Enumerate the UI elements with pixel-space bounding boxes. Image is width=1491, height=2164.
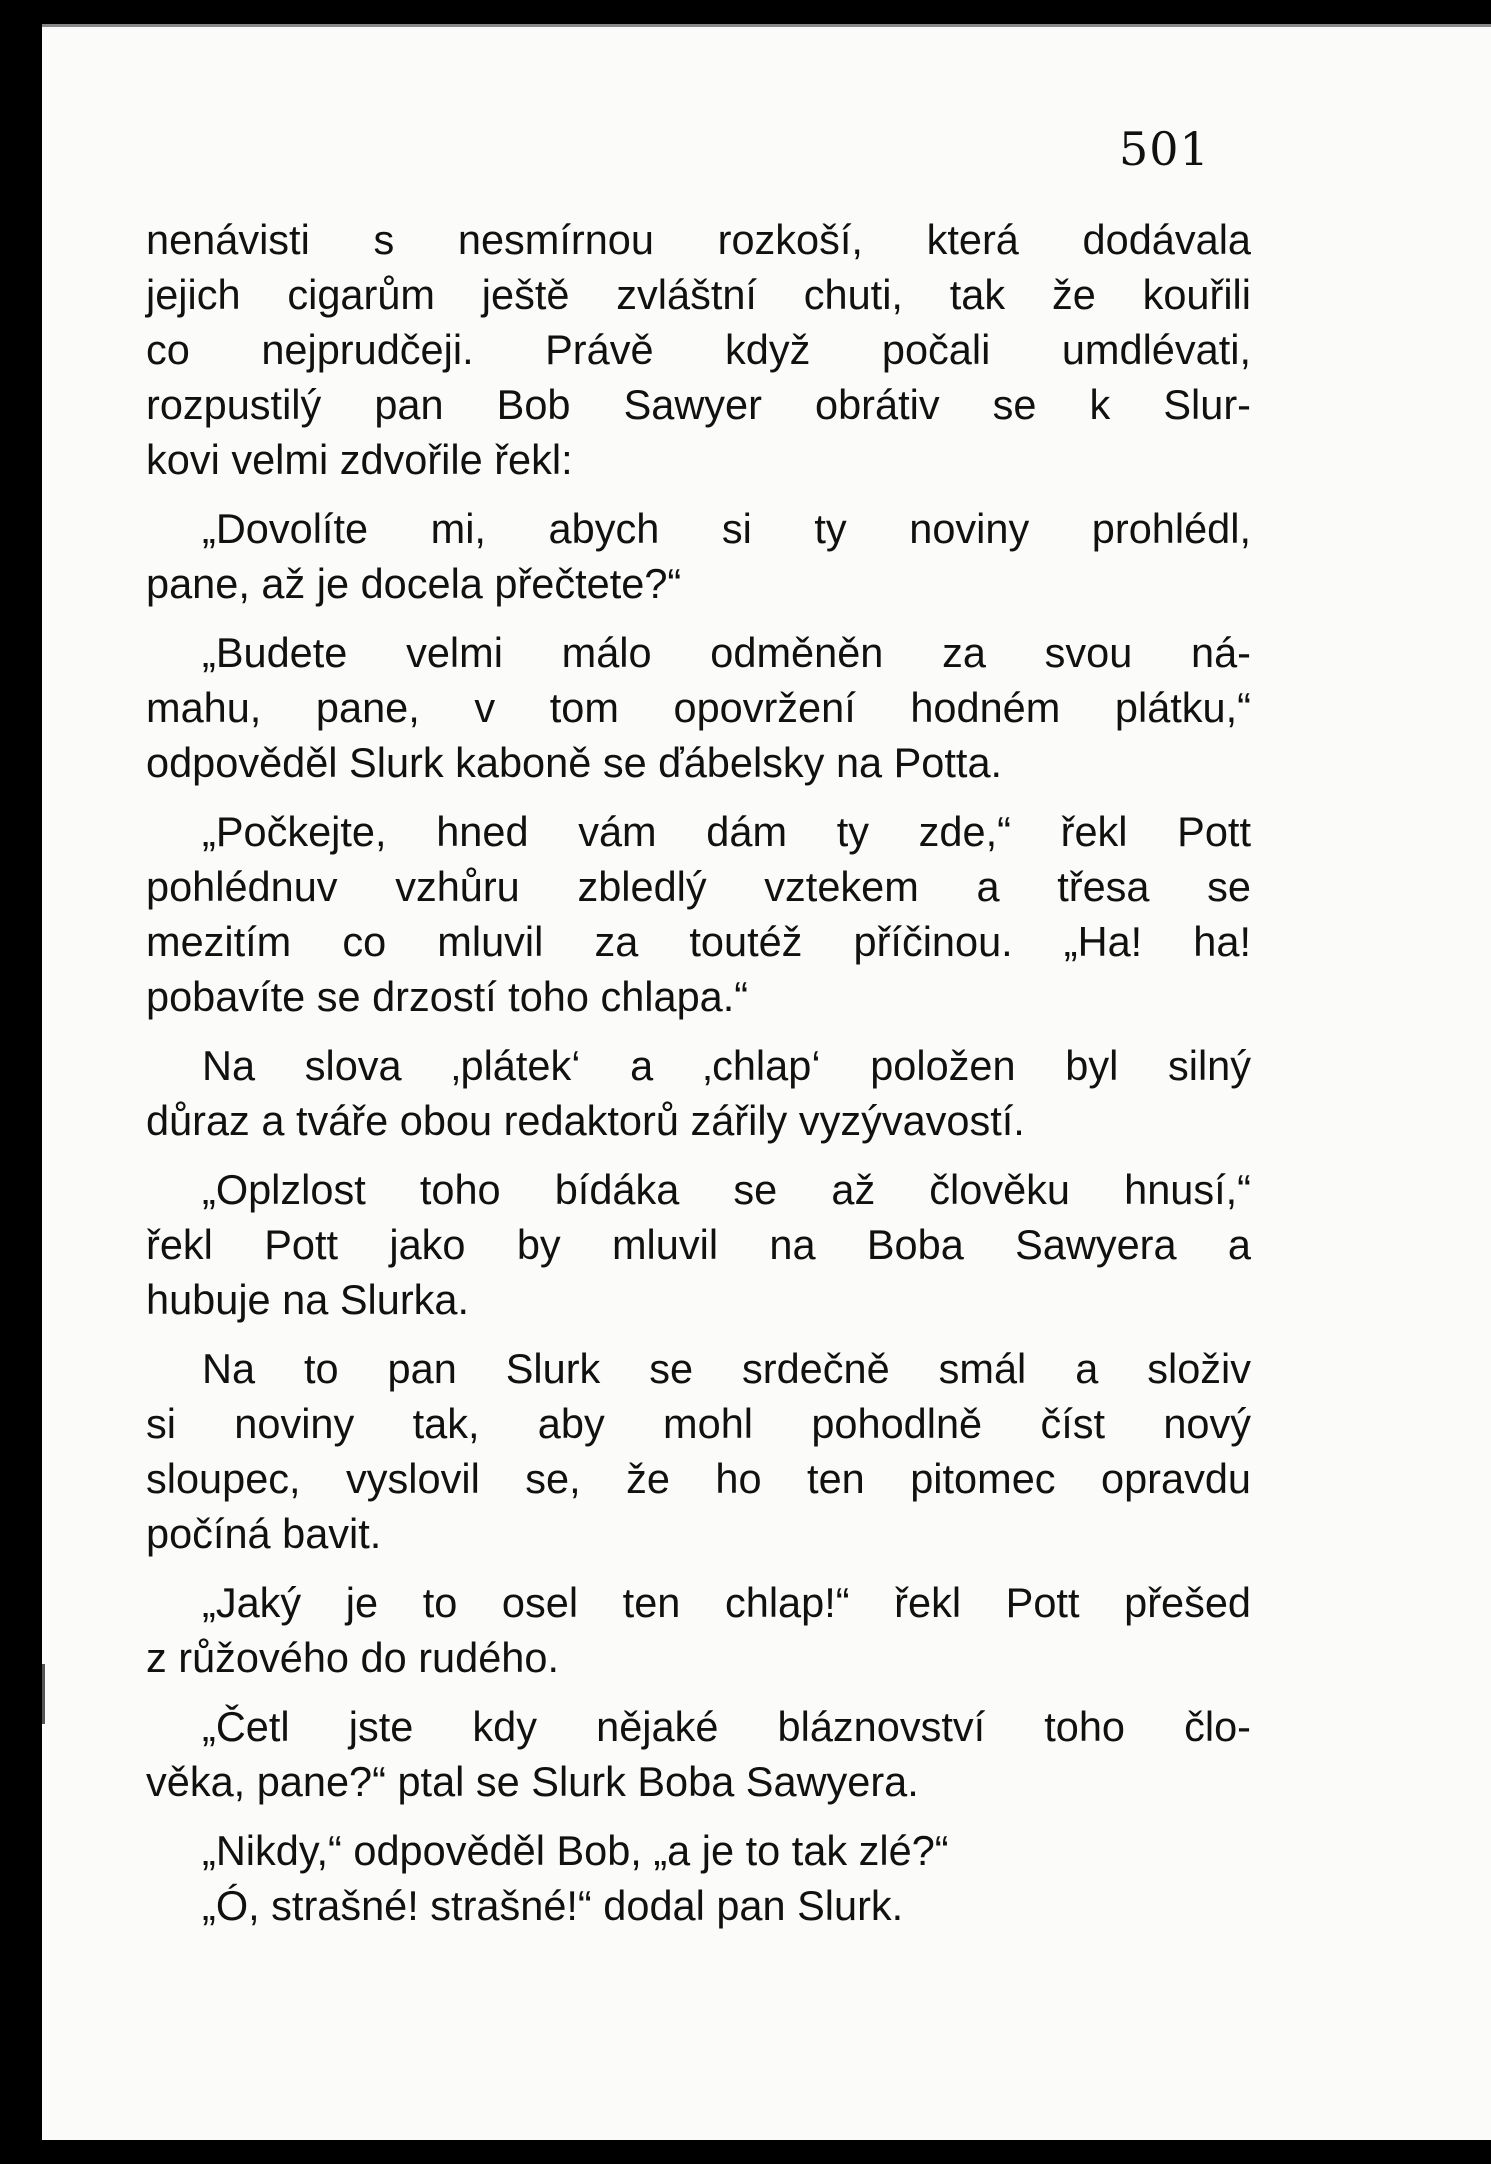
text-line: Na to pan Slurk se srdečně smál a složiv [202, 1345, 1251, 1392]
book-page [42, 24, 1491, 2140]
spine-mark [42, 1664, 45, 1724]
text-line: sloupec, vyslovil se, že ho ten pitomec opravdu [146, 1455, 1251, 1502]
body-text [146, 212, 1251, 1947]
paragraph [146, 804, 1251, 1024]
text-line: „Dovolíte mi, abych si ty noviny prohlédl, [202, 505, 1251, 552]
text-line: odpověděl Slurk kaboně se ďábelsky na Potta. [146, 739, 1003, 786]
text-line: „Počkejte, hned vám dám ty zde,“ řekl Pott [202, 808, 1251, 855]
text-line: jejich cigarům ještě zvláštní chuti, tak že kouřili [146, 271, 1251, 318]
text-line: Na slova ‚plátek‘ a ‚chlap‘ položen byl silný [202, 1042, 1251, 1089]
text-line: „Oplzlost toho bídáka se až člověku hnusí,“ [202, 1166, 1251, 1213]
text-line: kovi velmi zdvořile řekl: [146, 436, 573, 483]
text-line: důraz a tváře obou redaktorů zářily vyzývavostí. [146, 1097, 1025, 1144]
paragraph [146, 1575, 1251, 1685]
paragraph [146, 1699, 1251, 1809]
text-line: mahu, pane, v tom opovržení hodném plátku,“ [146, 684, 1251, 731]
text-line: pane, až je docela přečtete?“ [146, 560, 682, 607]
page-number: 501 [1119, 122, 1210, 176]
text-line: „Jaký je to osel ten chlap!“ řekl Pott přešed [202, 1579, 1251, 1626]
text-line: počíná bavit. [146, 1510, 382, 1557]
paragraph [146, 1341, 1251, 1561]
text-line: „Budete velmi málo odměněn za svou ná- [202, 629, 1251, 676]
text-line: z růžového do rudého. [146, 1634, 559, 1681]
paragraph [146, 625, 1251, 790]
page-top-edge [42, 24, 1491, 27]
text-line: pohlédnuv vzhůru zbledlý vztekem a třesa se [146, 863, 1251, 910]
text-line: nenávisti s nesmírnou rozkoší, která dodávala [146, 216, 1251, 263]
text-line: co nejprudčeji. Právě když počali umdlévati, [146, 326, 1251, 373]
text-line: řekl Pott jako by mluvil na Boba Sawyera a [146, 1221, 1251, 1268]
paragraph [146, 1038, 1251, 1148]
paragraph [146, 1162, 1251, 1327]
text-line: „Ó, strašné! strašné!“ dodal pan Slurk. [202, 1882, 904, 1929]
text-line: pobavíte se drzostí toho chlapa.“ [146, 973, 749, 1020]
text-line: rozpustilý pan Bob Sawyer obrátiv se k Slur- [146, 381, 1251, 428]
text-line: mezitím co mluvil za toutéž příčinou. „Ha! ha! [146, 918, 1251, 965]
paragraph [146, 501, 1251, 611]
text-line: si noviny tak, aby mohl pohodlně číst nový [146, 1400, 1251, 1447]
paragraph [146, 1823, 1251, 1933]
text-line: věka, pane?“ ptal se Slurk Boba Sawyera. [146, 1758, 919, 1805]
text-line: „Nikdy,“ odpověděl Bob, „a je to tak zlé?“ [202, 1827, 949, 1874]
text-line: hubuje na Slurka. [146, 1276, 470, 1323]
paragraph [146, 212, 1251, 487]
text-line: „Četl jste kdy nějaké bláznovství toho člo- [202, 1703, 1251, 1750]
